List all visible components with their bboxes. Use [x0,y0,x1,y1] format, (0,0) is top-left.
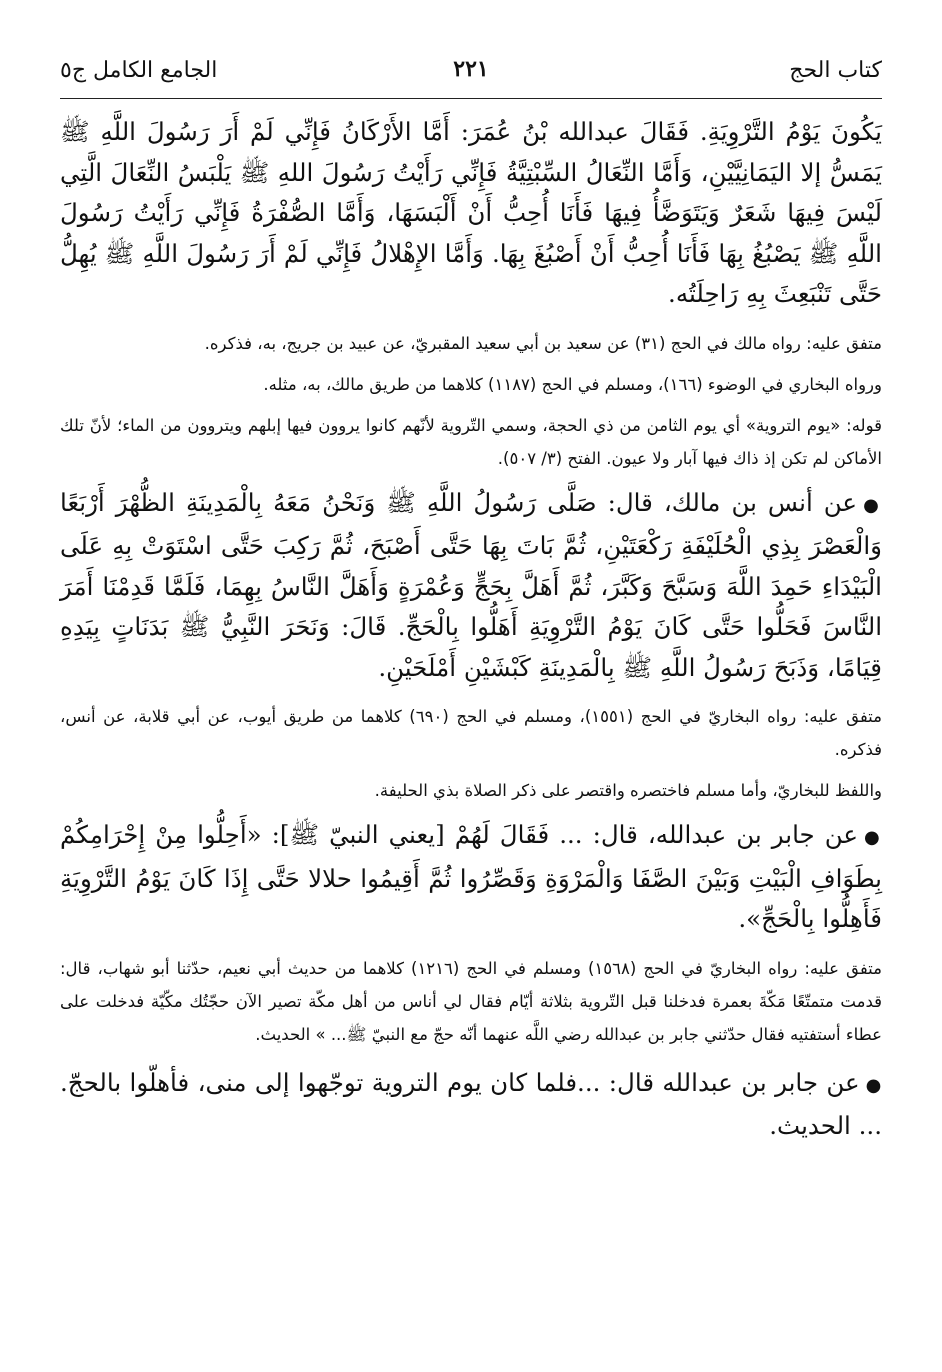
running-head-section: كتاب الحج [789,58,882,83]
bullet-icon: ● [865,1074,882,1096]
hadith-text: يَكُونَ يَوْمُ التَّرْوِيَةِ. فَقَالَ عبدالله بْنُ عُمَرَ: أَمَّا الأَرْكَانُ فَإِنِّي لَمْ أَرَ رَسُولَ اللَّهِ ﷺ يَمَسُّ إلا اليَمَانِيَّيْنِ، وَأَمَّا النِّعَالُ السِّبْتِيَّةُ فَإِنِّي رَأَيْتُ رَسُولَ اللهِ ﷺ يَلْبَسُ النِّعَالَ الَّتِي لَيْسَ فِيهَا شَعَرٌ وَيَتَوَضَّأُ فِيهَا فَأَنَا أُحِبُّ أَنْ أَلْبَسَهَا، وَأَمَّا الصُّفْرَةُ فَإِنِّي رَأَيْتُ رَسُولَ اللَّهِ ﷺ يَصْبُغُ بِهَا فَأَنَا أُحِبُّ أَنْ أَصْبُغَ بِهَا. وَأَمَّا الإِهْلالُ فَإِنِّي لَمْ أَرَ رَسُولَ اللَّهِ ﷺ يُهِلُّ حَتَّى تَنْبَعِثَ بِهِ رَاحِلَتُه. [60,117,882,308]
hadith-text: عن جابر بن عبدالله قال: ...فلما كان يوم التروية توجّهوا إلى منى، فأهلّوا بالحجّ. ... الحديث. [60,1067,882,1140]
hadith-entry [60,1063,882,1147]
hadith-entry [60,815,882,940]
page-header [60,52,882,96]
bullet-icon: ● [864,827,882,848]
takhrij-note: واللفظ للبخاريّ، وأما مسلم فاختصره واقتصر على ذكر الصلاة بذي الحليفة. [374,781,882,800]
hadith-text: عن جابر بن عبدالله، قال: ... فَقَالَ لَهُمْ [يعني النبيّ ﷺ]: «أَحِلُّوا مِنْ إِحْرَامِكُمْ بِطَوَافِ الْبَيْتِ وَبَيْنَ الصَّفَا وَالْمَرْوَةِ وَقَصِّرُوا ثُمَّ أَقِيمُوا حلالا حَتَّى إِذَا كَانَ يَوْمُ التَّرْوِيَةِ فَأَهِلُّوا بِالْحَجِّ». [60,820,882,933]
page-body [60,112,882,1147]
takhrij-note: متفق عليه: رواه مالك في الحج (٣١) عن سعيد بن أبي سعيد المقبريّ، عن عبيد بن جريج، به، فذكره. [204,333,882,353]
header-rule [60,98,882,99]
running-head-title: الجامع الكامل ج٥ [60,58,218,83]
hadith-text: عن أنس بن مالك، قال: صَلَّى رَسُولُ اللَّهِ ﷺ وَنَحْنُ مَعَهُ بِالْمَدِينَةِ الظُّهْرَ أَرْبَعًا وَالْعَصْرَ بِذِي الْحُلَيْفَةِ رَكْعَتَيْنِ، ثُمَّ بَاتَ بِهَا حَتَّى أَصْبَحَ، ثُمَّ رَكِبَ حَتَّى اسْتَوَتْ بِهِ عَلَى الْبَيْدَاءِ حَمِدَ اللَّهَ وَسَبَّحَ وَكَبَّرَ، ثُمَّ أَهَلَّ بِحَجٍّ وَعُمْرَةٍ وَأَهَلَّ النَّاسُ بِهِمَا، فَلَمَّا قَدِمْنَا أَمَرَ النَّاسَ فَحَلُّوا حَتَّى كَانَ يَوْمُ التَّرْوِيَةِ أَهَلُّوا بِالْحَجِّ. قَالَ: وَنَحَرَ النَّبِيُّ ﷺ بَدَنَاتٍ بِيَدِهِ قِيَامًا، وَذَبَحَ رَسُولُ اللَّهِ ﷺ بِالْمَدِينَةِ كَبْشَيْنِ أَمْلَحَيْنِ. [60,487,882,682]
explanation-note: قوله: «يوم التروية» أي يوم الثامن من ذي الحجة، وسمي التّروية لأنّهم كانوا يروون فيها إبلهم ويتروون من الماء؛ لأنّ تلك الأماكن لم تكن إذ ذاك فيها آبار ولا عيون. الفتح (٣/ ٥٠٧). [60,415,882,468]
page-number: ٢٢١ [453,56,489,82]
takhrij-note: ورواه البخاري في الوضوء (١٦٦)، ومسلم في الحج (١١٨٧) كلاهما من طريق مالك، به، مثله. [263,374,882,394]
takhrij-note: متفق عليه: رواه البخاريّ في الحج (١٥٥١)، ومسلم في الحج (٦٩٠) كلاهما من طريق أيوب، عن أبي قلابة، عن أنس، فذكره. [60,707,882,759]
bullet-icon: ● [863,494,882,516]
takhrij-note: متفق عليه: رواه البخاريّ في الحج (١٥٦٨) ومسلم في الحج (١٢١٦) كلاهما من حديث أبي نعيم، حدّثنا أبو شهاب، قال: قدمت متمتّعًا مَكّةَ بعمرة فدخلنا قبل التّروية بثلاثة أيّام فقال لي أناس من أهل مكّة تصير الآن حجّتُك مكّيّة فدخلت على عطاء أستفتيه فقال حدّثني جابر بن عبدالله رضي اللَّه عنهما أنّه حجّ مع النبيّ ﷺ... » الحديث. [60,958,882,1044]
hadith-entry [60,483,882,689]
